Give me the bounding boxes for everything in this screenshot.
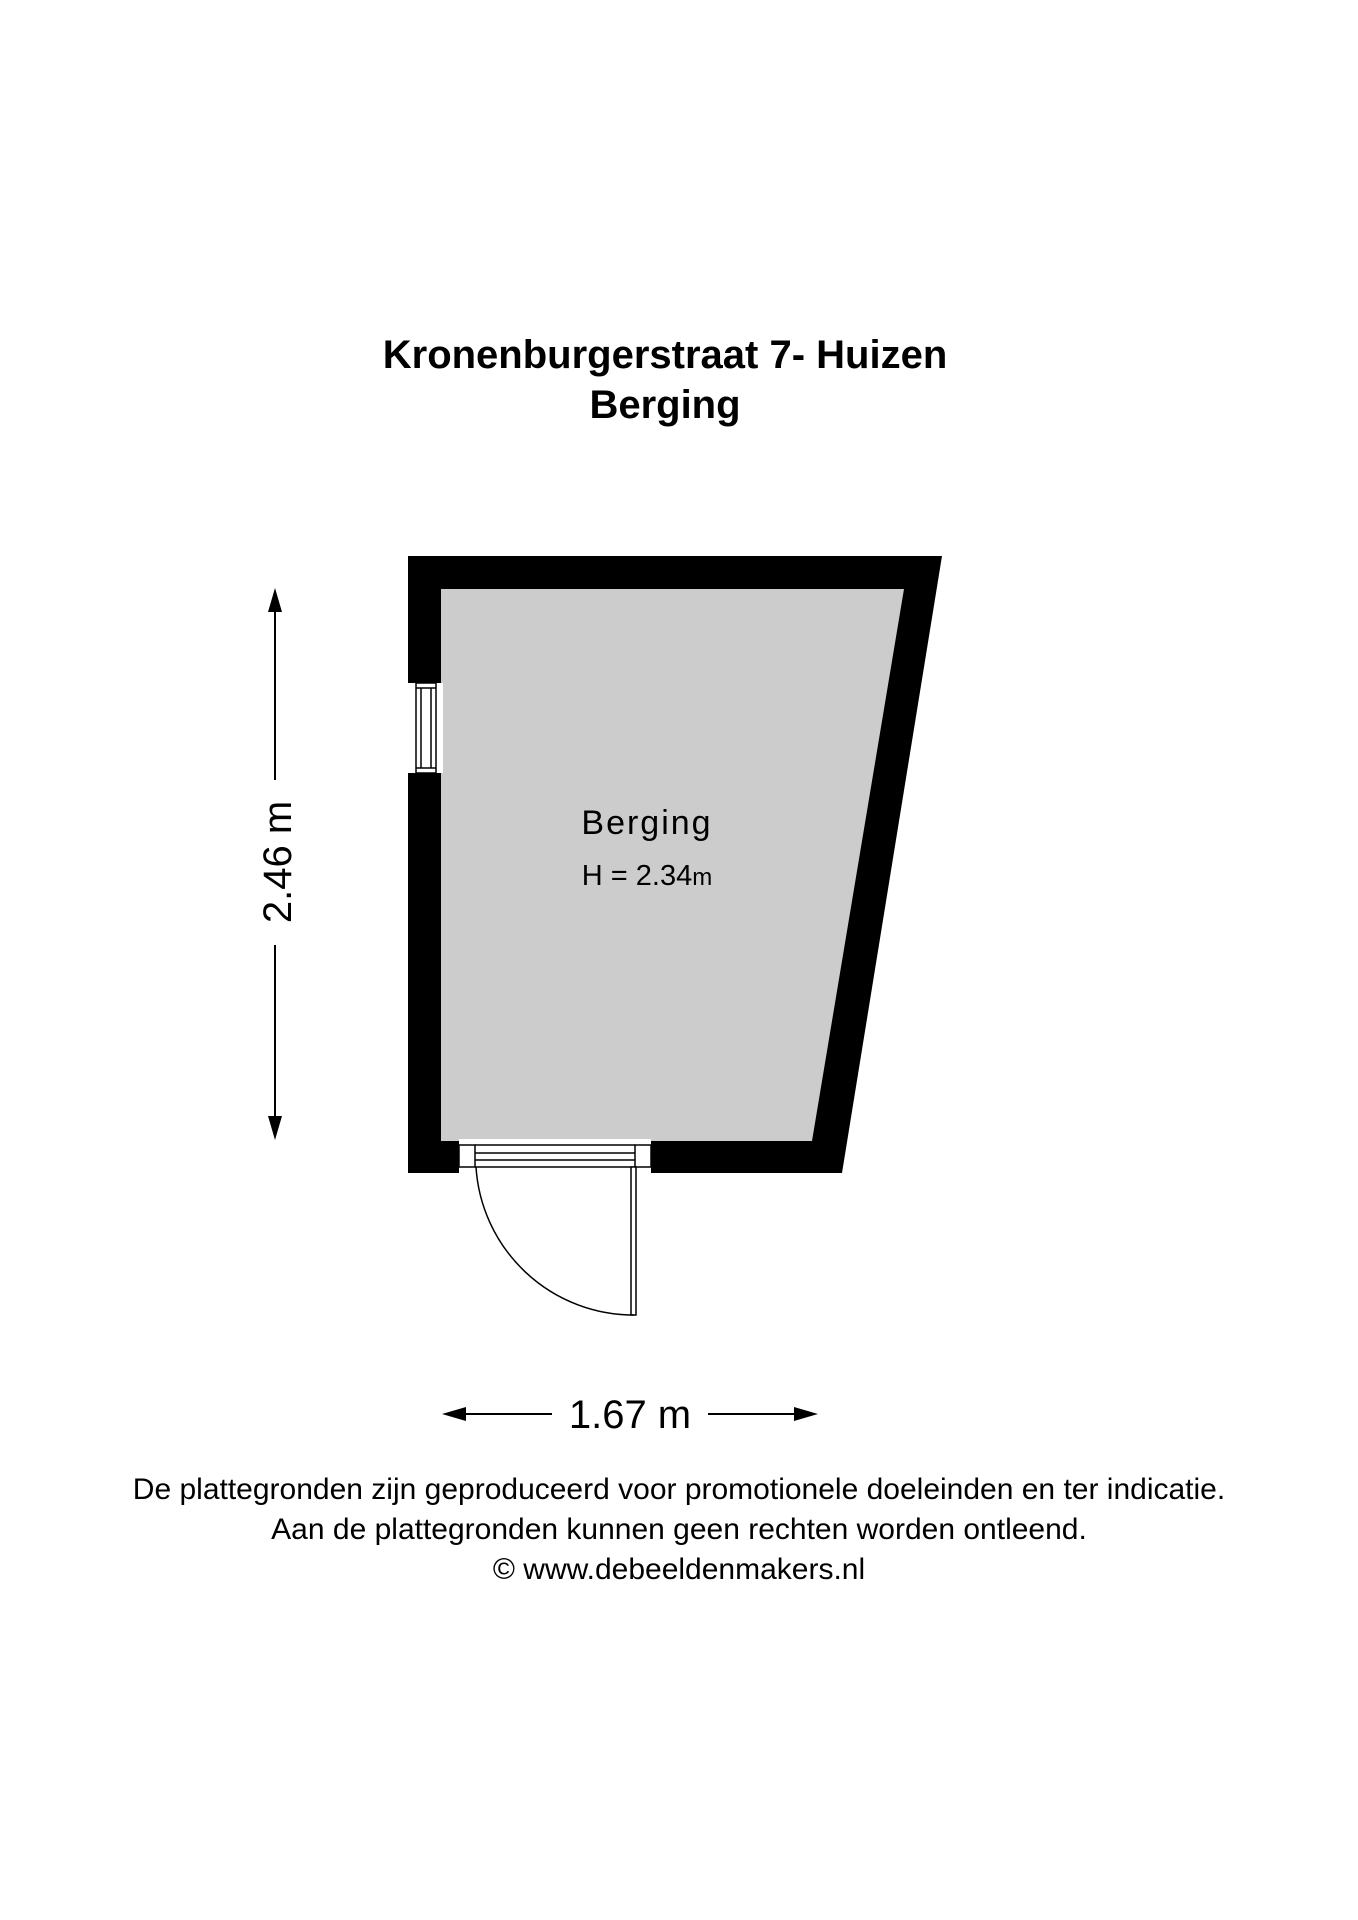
- disclaimer-line-1: De plattegronden zijn geproduceerd voor promotionele doeleinden en ter indicatie.: [132, 1473, 1226, 1506]
- disclaimer: [0, 1470, 1358, 1590]
- width-dimension-label: 1.67 m: [568, 1393, 692, 1437]
- plan-subtitle: Berging: [589, 383, 741, 427]
- width-arrow-right: [794, 1407, 818, 1421]
- room-height-unit: m: [692, 864, 713, 891]
- copyright-line: © www.debeeldenmakers.nl: [492, 1553, 866, 1586]
- door-swing-arc: [476, 1167, 634, 1315]
- plan-title: Kronenburgerstraat 7- Huizen: [382, 333, 948, 377]
- height-dimension: [256, 588, 300, 1140]
- room-name: Berging: [581, 804, 713, 842]
- window-opening: [406, 683, 443, 773]
- room-height-value: H = 2.34: [581, 860, 693, 892]
- room-height: [582, 860, 712, 892]
- height-dimension-label: 2.46 m: [256, 800, 300, 924]
- width-dimension: [442, 1393, 818, 1437]
- disclaimer-line-2: Aan de plattegronden kunnen geen rechten worden ontleend.: [271, 1513, 1087, 1546]
- height-arrow-bottom: [268, 1116, 282, 1140]
- door-leaf: [631, 1167, 636, 1315]
